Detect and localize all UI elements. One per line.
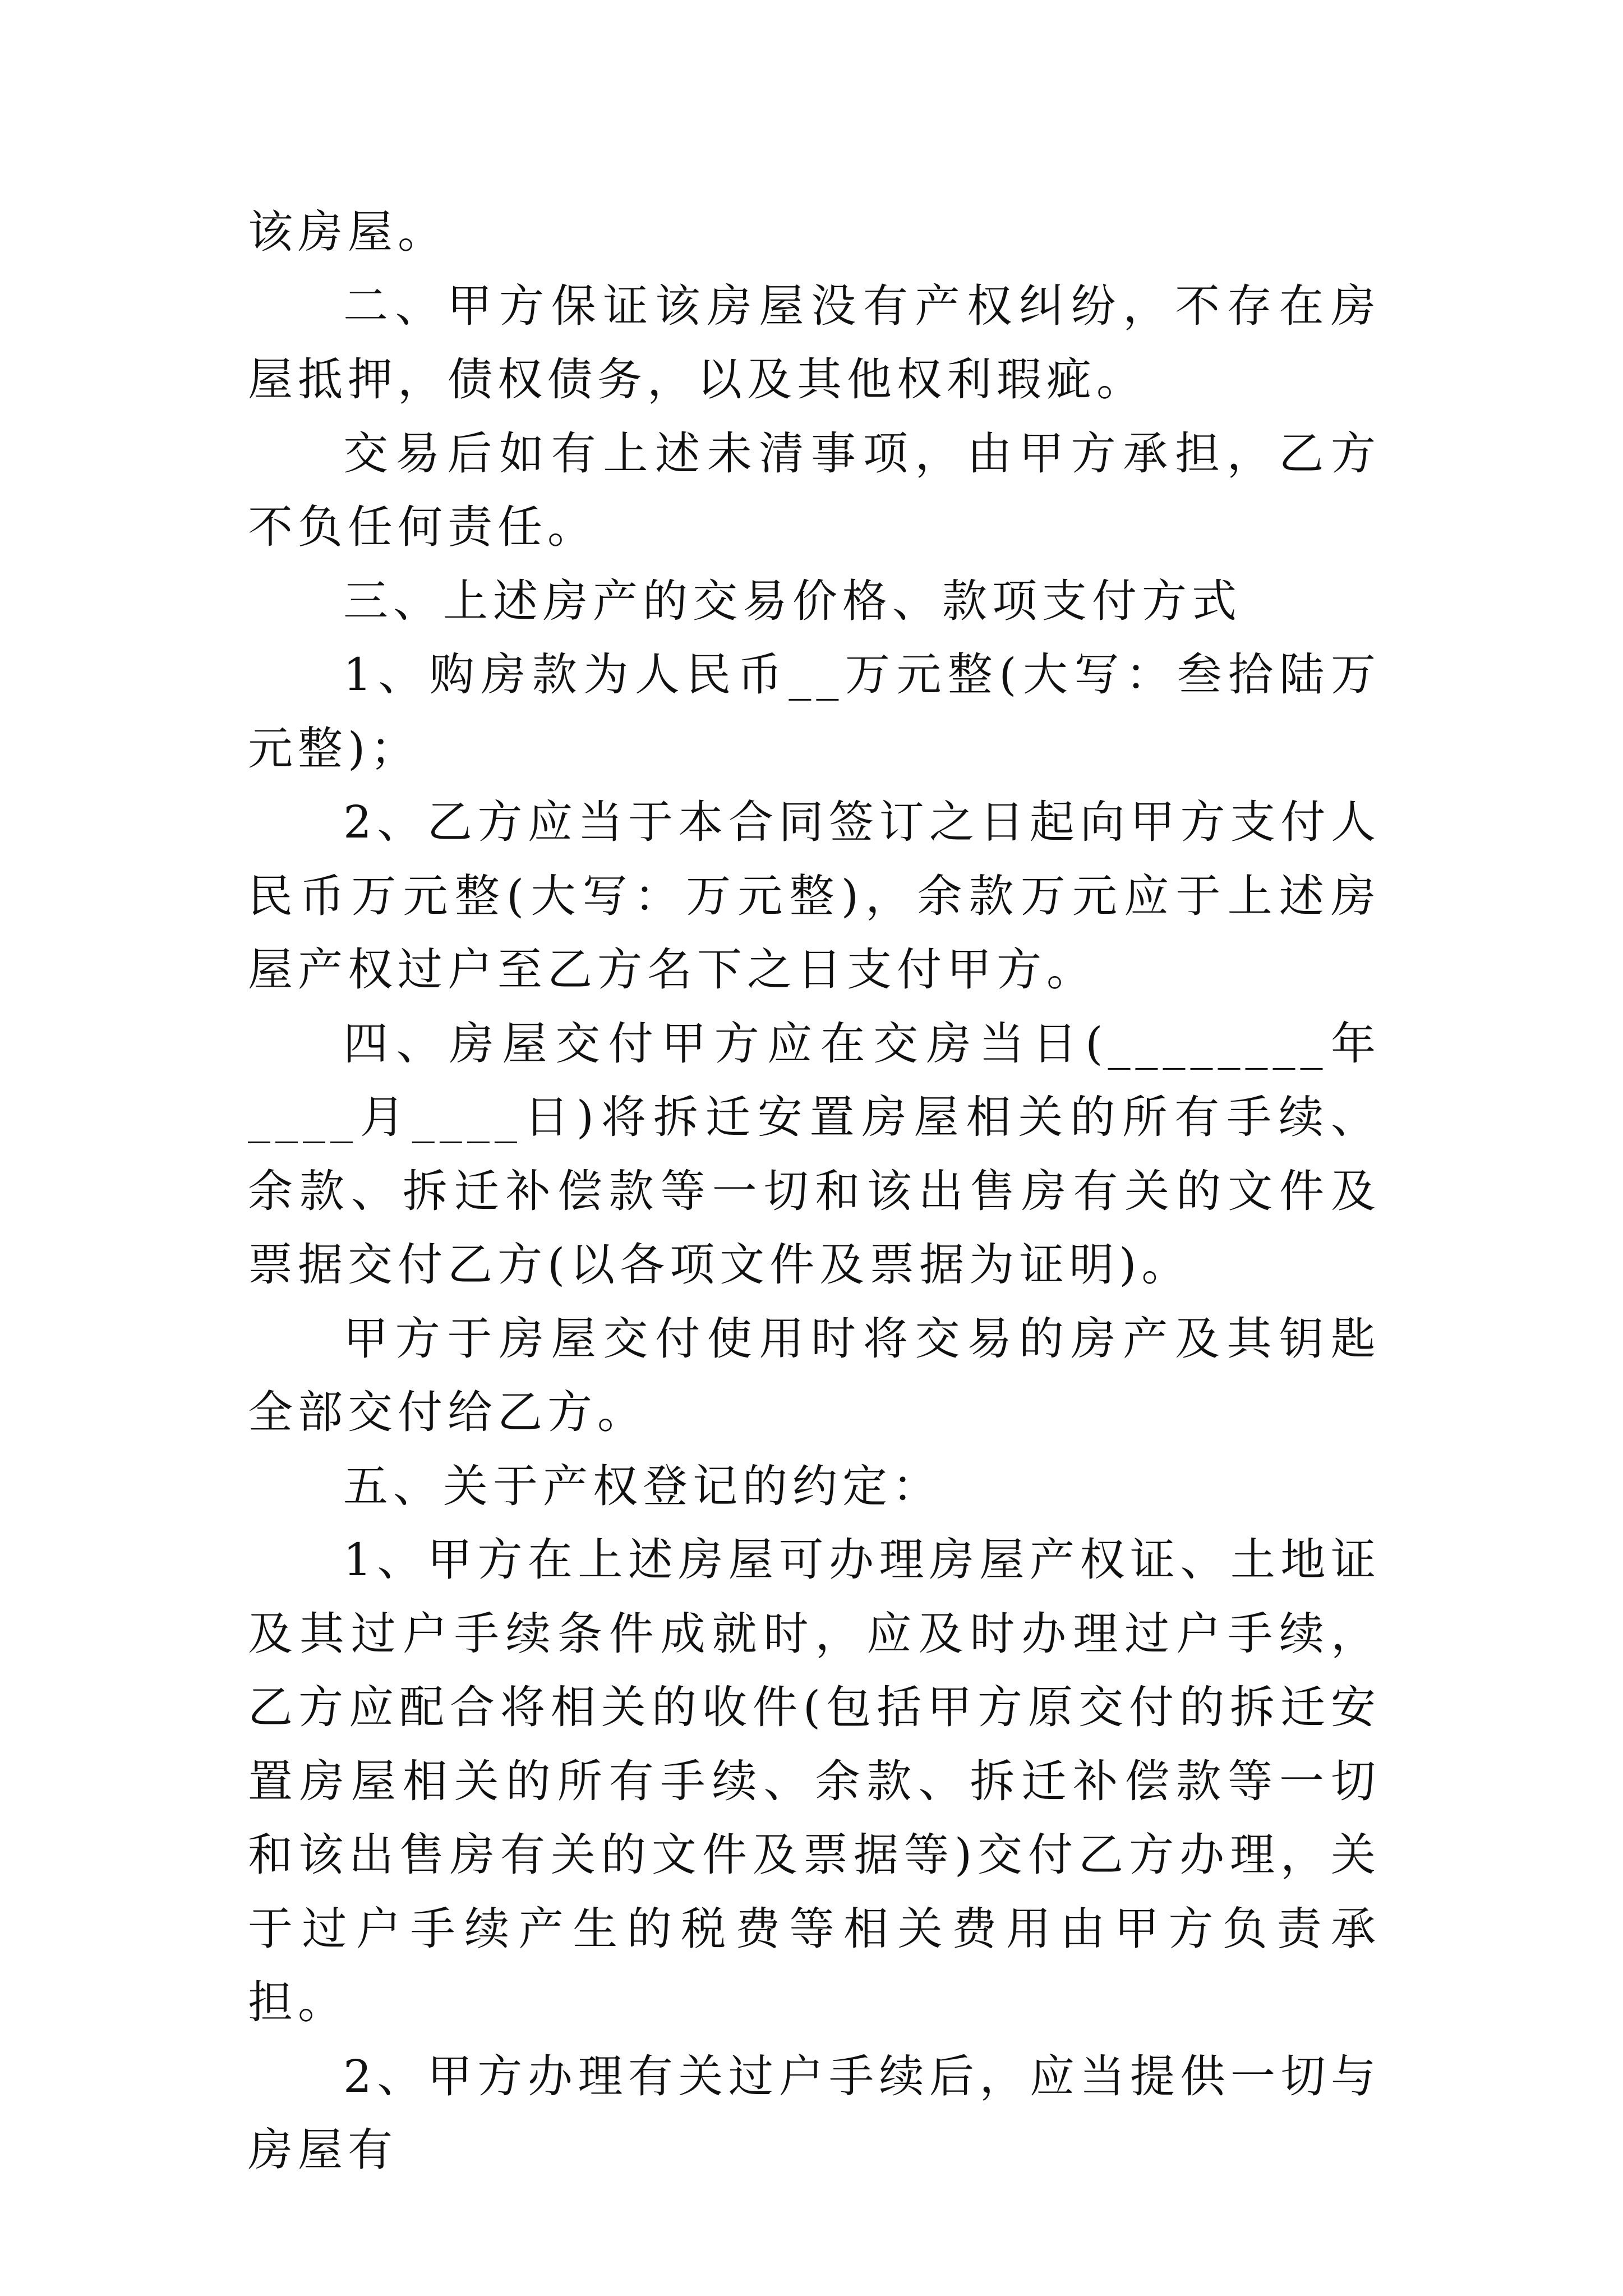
- paragraph-4: 三、上述房产的交易价格、款项支付方式: [343, 574, 1242, 627]
- paragraph-10: 1、甲方在上述房屋可办理房屋产权证、土地证及其过户手续条件成就时，应及时办理过户手续，乙方应配合将相关的收件(包括甲方原交付的拆迁安置房屋相关的所有手续、余款、拆迁补偿款等一切和该出售房有关的文件及票据等)交付乙方办理，关于过户手续产生的税费等相关费用由甲方负责承担。: [248, 1534, 1381, 2028]
- paragraph-7: 四、房屋交付甲方应在交房当日(________年____月____日)将拆迁安置房屋相关的所有手续、余款、拆迁补偿款等一切和该出售房有关的文件及票据交付乙方(以各项文件及票据为证明)。: [248, 1017, 1381, 1291]
- paragraph-11: 2、甲方办理有关过户手续后，应当提供一切与房屋有: [248, 2050, 1381, 2176]
- paragraph-8: 甲方于房屋交付使用时将交易的房产及其钥匙全部交付给乙方。: [248, 1312, 1381, 1438]
- paragraph-1: 该房屋。: [248, 206, 448, 258]
- paragraph-6: 2、乙方应当于本合同签订之日起向甲方支付人民币万元整(大写：万元整)，余款万元应于上述房屋产权过户至乙方名下之日支付甲方。: [248, 796, 1381, 996]
- paragraph-9: 五、关于产权登记的约定：: [343, 1460, 942, 1512]
- paragraph-2: 二、甲方保证该房屋没有产权纠纷，不存在房屋抵押，债权债务，以及其他权利瑕疵。: [248, 279, 1381, 406]
- document-body: [248, 195, 1381, 2187]
- paragraph-5: 1、购房款为人民币__万元整(大写：叁拾陆万元整)；: [248, 648, 1381, 775]
- paragraph-3: 交易后如有上述未清事项，由甲方承担，乙方不负任何责任。: [248, 427, 1381, 553]
